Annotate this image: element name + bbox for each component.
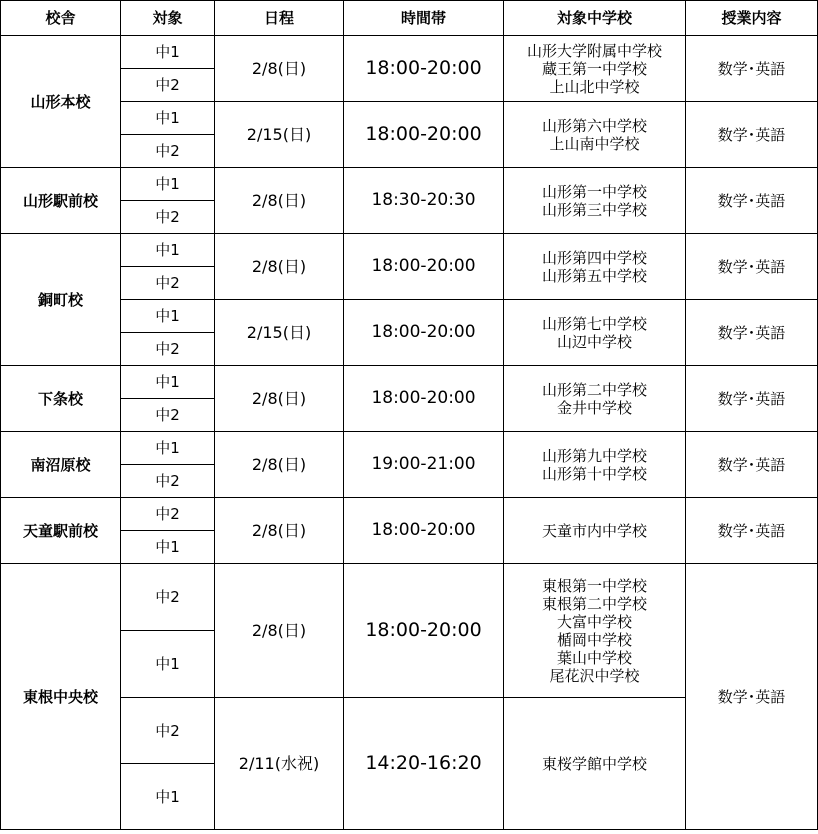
schools-cell (504, 432, 686, 498)
grade-cell: 中1 (121, 36, 215, 69)
school-name: 山形第十中学校 (541, 464, 647, 483)
time-cell: 18:30-20:30 (344, 168, 504, 234)
grade-cell: 中2 (121, 498, 215, 531)
table-row (1, 366, 818, 399)
grade-cell: 中2 (121, 465, 215, 498)
subject-cell: 数学･英語 (686, 36, 818, 102)
grade-cell: 中1 (121, 366, 215, 399)
schools-cell (504, 168, 686, 234)
campus-cell: 東根中央校 (1, 564, 121, 830)
school-name: 尾花沢中学校 (549, 666, 640, 685)
date-cell: 2/8(日) (215, 234, 344, 300)
school-name: 大富中学校 (556, 612, 632, 631)
time-cell: 18:00-20:00 (344, 564, 504, 698)
time-cell: 19:00-21:00 (344, 432, 504, 498)
school-name: 楯岡中学校 (556, 630, 632, 649)
grade-cell: 中1 (121, 432, 215, 465)
school-name: 山形大学附属中学校 (526, 41, 662, 60)
date-cell: 2/8(日) (215, 366, 344, 432)
time-cell: 18:00-20:00 (344, 234, 504, 300)
date-cell: 2/15(日) (215, 102, 344, 168)
school-name: 東根第二中学校 (541, 594, 647, 613)
grade-cell: 中2 (121, 135, 215, 168)
grade-cell: 中2 (121, 69, 215, 102)
schools-cell (504, 498, 686, 564)
time-cell: 18:00-20:00 (344, 300, 504, 366)
schools-cell (504, 698, 686, 830)
subject-cell: 数学･英語 (686, 366, 818, 432)
table-row (1, 498, 818, 531)
table-row (1, 300, 818, 333)
school-name: 山形第一中学校 (541, 182, 647, 201)
schools-cell (504, 564, 686, 698)
school-name: 山形第二中学校 (541, 380, 647, 399)
school-name: 山形第九中学校 (541, 446, 647, 465)
subject-cell: 数学･英語 (686, 234, 818, 300)
time-cell: 18:00-20:00 (344, 102, 504, 168)
header-campus: 校舎 (1, 1, 121, 36)
time-cell: 18:00-20:00 (344, 498, 504, 564)
header-time: 時間帯 (344, 1, 504, 36)
grade-cell: 中1 (121, 531, 215, 564)
header-row (1, 1, 818, 36)
grade-cell: 中2 (121, 333, 215, 366)
schools-cell (504, 234, 686, 300)
date-cell: 2/8(日) (215, 564, 344, 698)
school-name: 山形第七中学校 (541, 314, 647, 333)
grade-cell: 中2 (121, 399, 215, 432)
schools-cell (504, 300, 686, 366)
school-name: 山形第六中学校 (541, 116, 647, 135)
date-cell: 2/8(日) (215, 168, 344, 234)
grade-cell: 中1 (121, 300, 215, 333)
campus-cell: 山形駅前校 (1, 168, 121, 234)
date-cell: 2/11(水祝) (215, 698, 344, 830)
school-name: 上山北中学校 (549, 77, 640, 96)
subject-cell: 数学･英語 (686, 168, 818, 234)
subject-cell: 数学･英語 (686, 102, 818, 168)
table-row (1, 564, 818, 631)
grade-cell: 中2 (121, 564, 215, 631)
school-name: 天童市内中学校 (541, 521, 647, 540)
schools-cell (504, 102, 686, 168)
table-row (1, 234, 818, 267)
grade-cell: 中1 (121, 102, 215, 135)
campus-cell: 天童駅前校 (1, 498, 121, 564)
date-cell: 2/8(日) (215, 36, 344, 102)
campus-cell: 南沼原校 (1, 432, 121, 498)
school-name: 蔵王第一中学校 (541, 59, 647, 78)
table-row (1, 102, 818, 135)
school-name: 山形第四中学校 (541, 248, 647, 267)
table-row (1, 168, 818, 201)
grade-cell: 中2 (121, 201, 215, 234)
schools-cell (504, 36, 686, 102)
date-cell: 2/15(日) (215, 300, 344, 366)
date-cell: 2/8(日) (215, 498, 344, 564)
grade-cell: 中2 (121, 698, 215, 764)
date-cell: 2/8(日) (215, 432, 344, 498)
school-name: 山形第三中学校 (541, 200, 647, 219)
subject-cell: 数学･英語 (686, 432, 818, 498)
subject-cell: 数学･英語 (686, 498, 818, 564)
school-name: 東根第一中学校 (541, 576, 647, 595)
time-cell: 18:00-20:00 (344, 366, 504, 432)
table-row (1, 36, 818, 69)
header-target: 対象 (121, 1, 215, 36)
school-name: 東桜学館中学校 (541, 754, 647, 773)
school-name: 葉山中学校 (556, 648, 632, 667)
time-cell: 18:00-20:00 (344, 36, 504, 102)
header-date: 日程 (215, 1, 344, 36)
school-name: 山形第五中学校 (541, 266, 647, 285)
school-name: 山辺中学校 (556, 332, 632, 351)
school-name: 金井中学校 (556, 398, 632, 417)
grade-cell: 中1 (121, 764, 215, 830)
subject-cell: 数学･英語 (686, 564, 818, 830)
header-schools: 対象中学校 (504, 1, 686, 36)
campus-cell: 銅町校 (1, 234, 121, 366)
grade-cell: 中1 (121, 168, 215, 201)
schools-cell (504, 366, 686, 432)
table-row (1, 432, 818, 465)
grade-cell: 中2 (121, 267, 215, 300)
campus-cell: 山形本校 (1, 36, 121, 168)
school-name: 上山南中学校 (549, 134, 640, 153)
time-cell: 14:20-16:20 (344, 698, 504, 830)
subject-cell: 数学･英語 (686, 300, 818, 366)
header-subject: 授業内容 (686, 1, 818, 36)
campus-cell: 下条校 (1, 366, 121, 432)
grade-cell: 中1 (121, 234, 215, 267)
grade-cell: 中1 (121, 631, 215, 698)
